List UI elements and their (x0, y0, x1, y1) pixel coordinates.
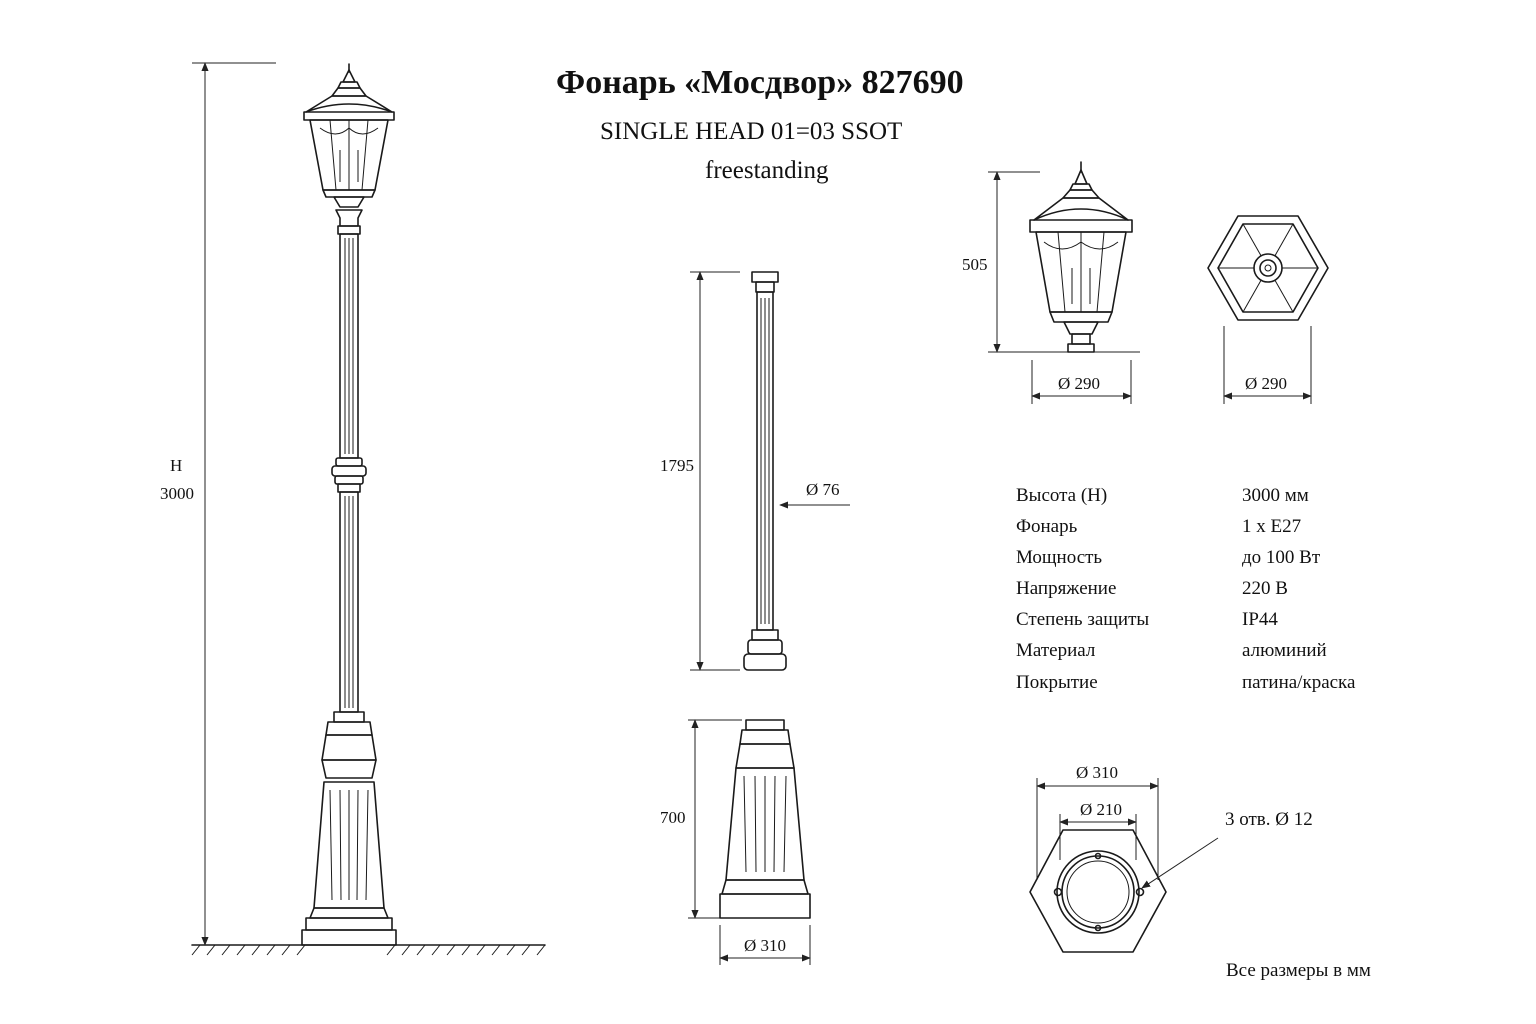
spec-label: Фонарь (1016, 516, 1078, 537)
lamp-base (302, 712, 396, 945)
flange-inner-diameter-label: Ø 210 (1080, 800, 1123, 819)
lantern-side-view (988, 162, 1140, 404)
lower-shaft (340, 492, 358, 712)
spec-label: Напряжение (1016, 578, 1117, 599)
spec-value: 1 х Е27 (1242, 516, 1302, 537)
units-note: Все размеры в мм (1226, 960, 1371, 981)
shaft-detail-drawing (690, 272, 850, 670)
spec-value: алюминий (1242, 640, 1327, 661)
spec-label: Мощность (1016, 547, 1103, 568)
height-dimension-line (192, 63, 276, 945)
shaft-diameter-label: Ø 76 (806, 480, 840, 499)
model-subtitle: SINGLE HEAD 01=03 SSOT (600, 118, 903, 145)
spec-value: 3000 мм (1242, 485, 1309, 506)
flange-bottom-view (1030, 778, 1218, 952)
spec-label: Степень защиты (1016, 609, 1150, 630)
full-lamp-post-drawing (192, 63, 545, 955)
spec-label: Высота (Н) (1016, 485, 1108, 506)
base-diameter-label: Ø 310 (744, 936, 787, 955)
shaft-joint (332, 458, 366, 492)
base-detail-drawing (688, 720, 810, 965)
flange-outer-diameter-label: Ø 310 (1076, 763, 1119, 782)
page-title: Фонарь «Мосдвор» 827690 (556, 64, 964, 101)
base-height-label: 700 (660, 808, 686, 827)
spec-label: Материал (1016, 640, 1096, 661)
spec-label: Покрытие (1016, 672, 1098, 693)
spec-value: IP44 (1242, 609, 1278, 630)
flange-holes-label: 3 отв. Ø 12 (1225, 809, 1313, 830)
height-value-label: 3000 (160, 484, 194, 503)
spec-value: 220 В (1242, 578, 1288, 599)
shaft-length-label: 1795 (660, 456, 694, 475)
mount-type-label: freestanding (705, 157, 829, 184)
height-symbol-label: H (170, 456, 183, 475)
lantern-height-label: 505 (962, 255, 988, 274)
spec-value: патина/краска (1242, 672, 1356, 693)
lantern-top-diameter-label: Ø 290 (1245, 374, 1288, 393)
upper-shaft (338, 226, 360, 458)
lamp-head (304, 64, 394, 207)
lantern-side-diameter-label: Ø 290 (1058, 374, 1101, 393)
spec-value: до 100 Вт (1242, 547, 1321, 568)
ground-line (192, 945, 545, 955)
lamp-collar (336, 210, 362, 226)
